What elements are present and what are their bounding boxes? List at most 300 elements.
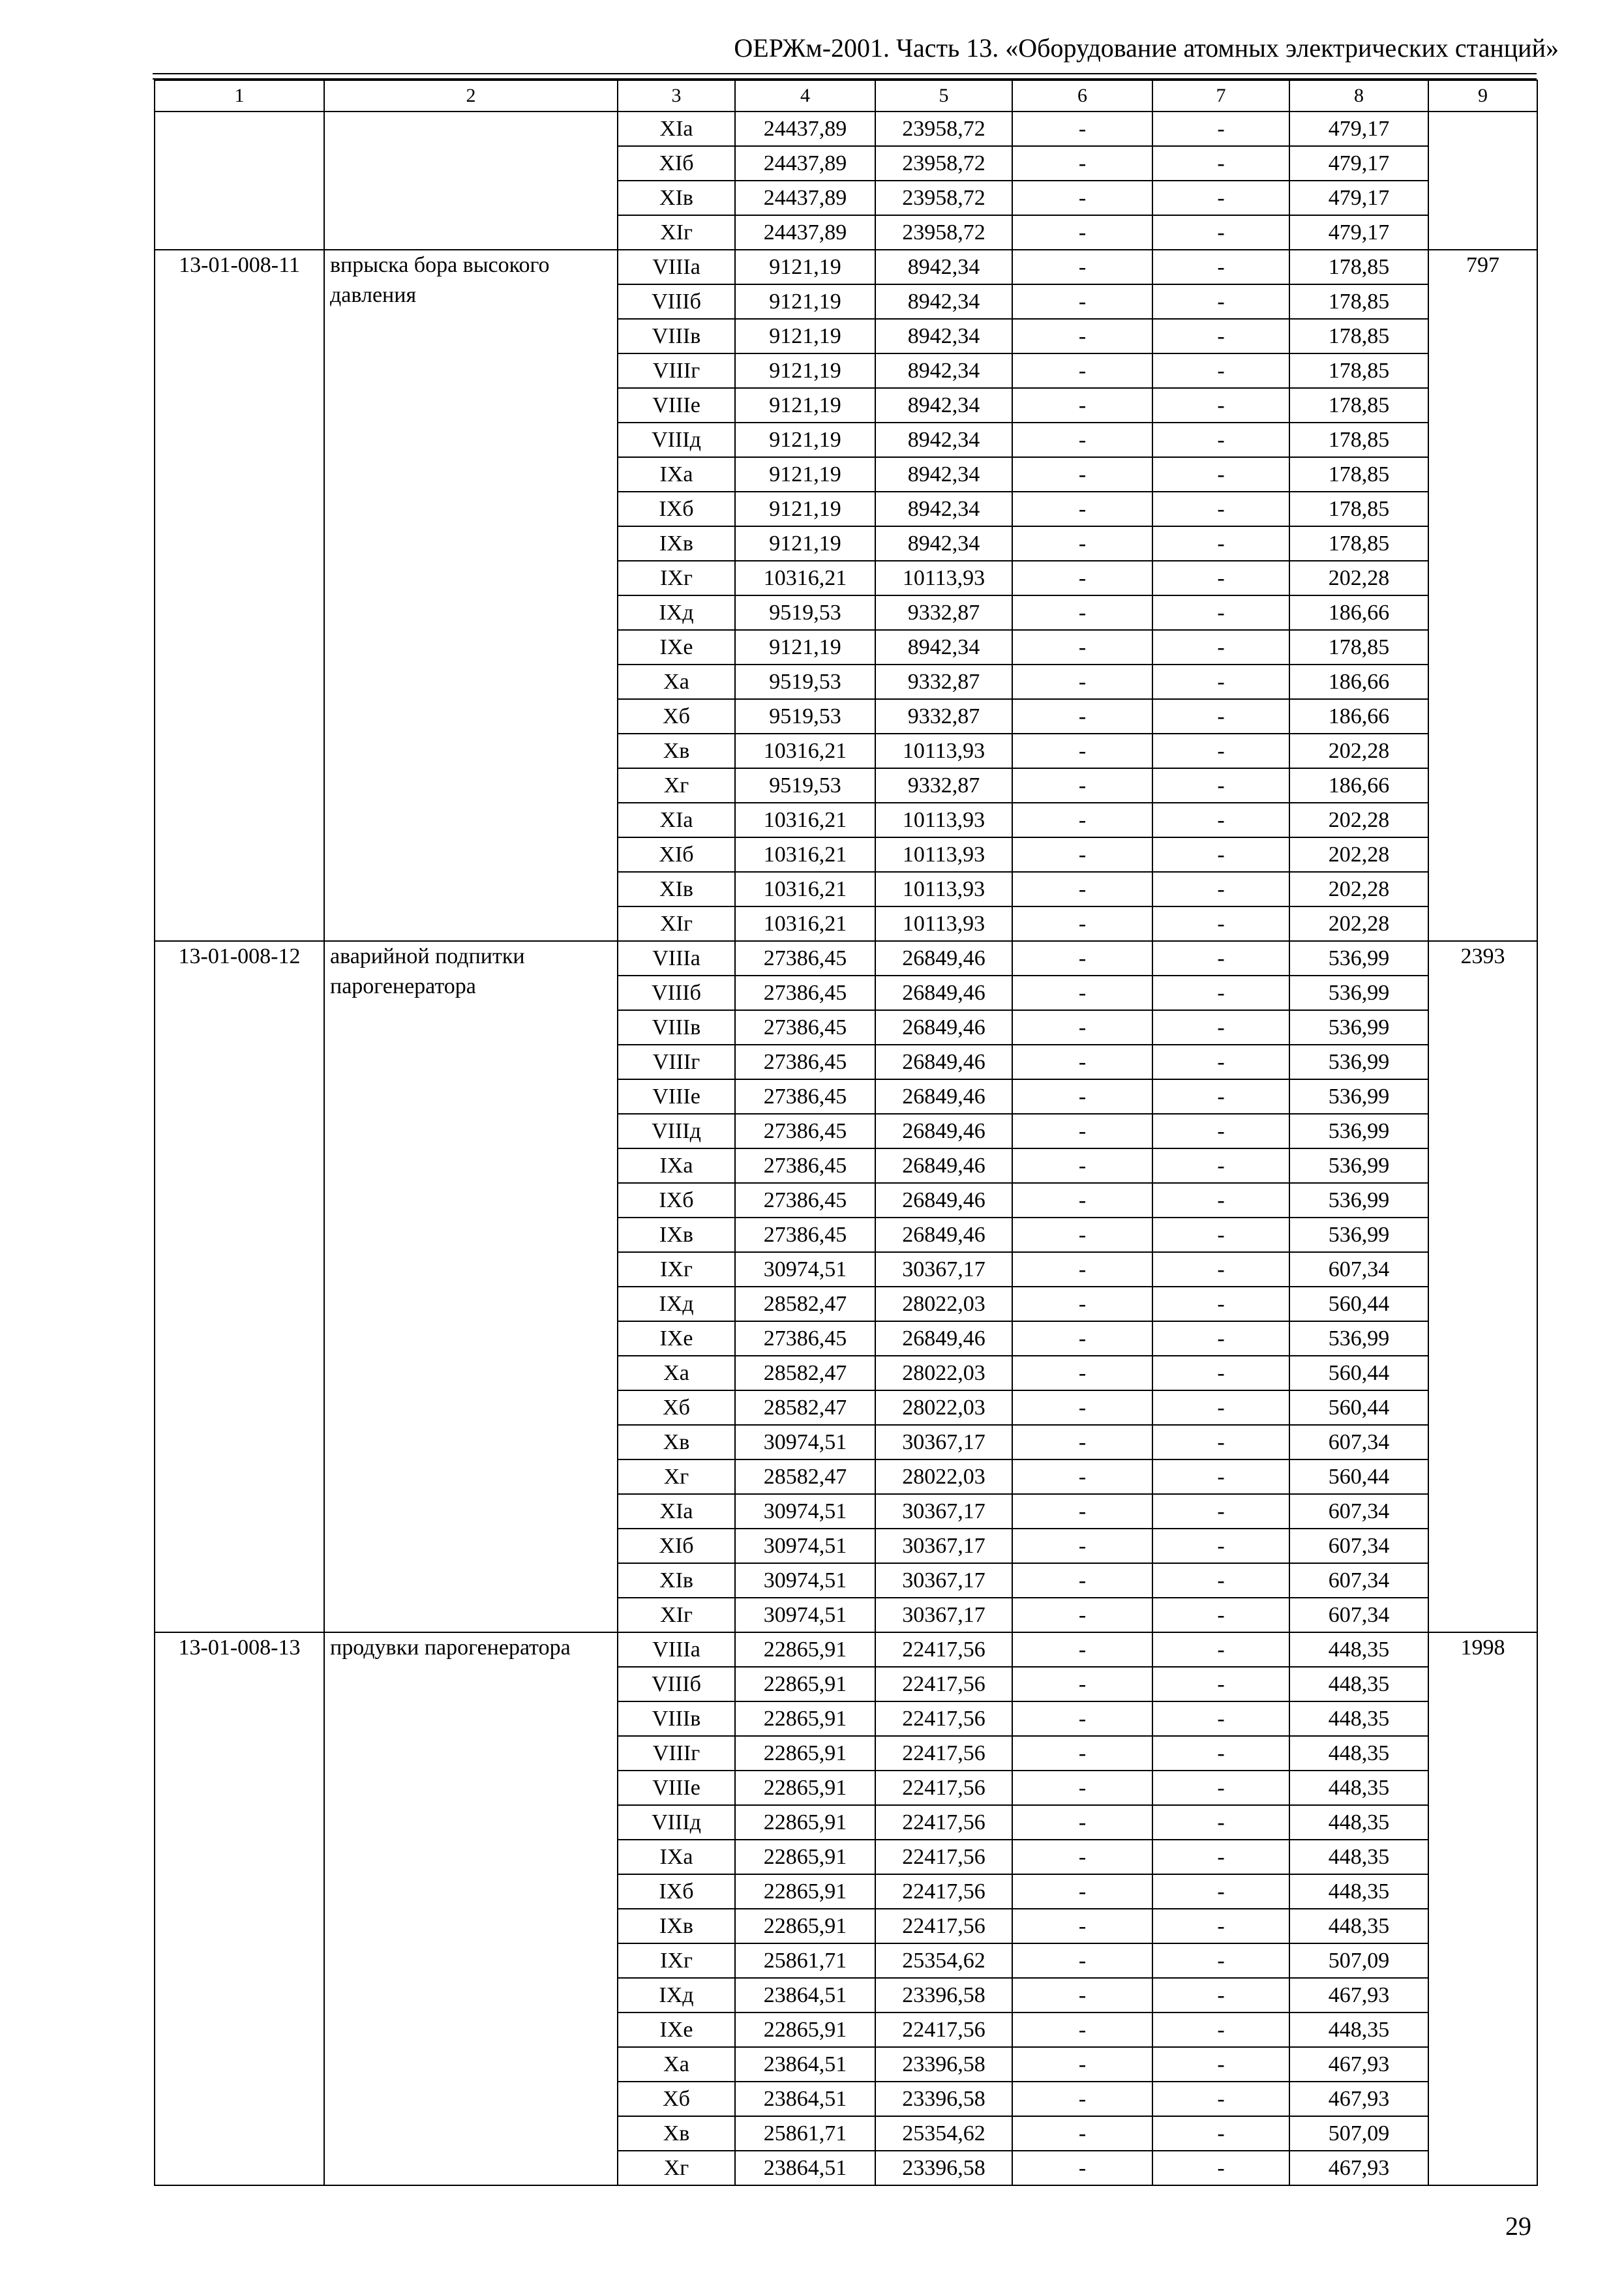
total-cost-cell: 22865,91 [735, 1632, 875, 1667]
col8-cell: 448,35 [1289, 1771, 1428, 1805]
total-cost-cell: 30974,51 [735, 1563, 875, 1598]
total-cost-cell: 9121,19 [735, 423, 875, 457]
total-cost-cell: 9121,19 [735, 457, 875, 492]
col6-cell: - [1012, 2012, 1152, 2047]
col8-cell: 202,28 [1289, 734, 1428, 768]
col7-cell: - [1152, 1079, 1289, 1114]
col6-cell: - [1012, 492, 1152, 526]
base-cost-cell: 30367,17 [875, 1425, 1012, 1459]
base-cost-cell: 10113,93 [875, 872, 1012, 906]
column-header: 5 [875, 80, 1012, 112]
base-cost-cell: 8942,34 [875, 319, 1012, 353]
col7-cell: - [1152, 1494, 1289, 1529]
total-cost-cell: 22865,91 [735, 1701, 875, 1736]
total-cost-cell: 10316,21 [735, 734, 875, 768]
col7-cell: - [1152, 457, 1289, 492]
zone-cell: Xа [618, 2047, 735, 2082]
zone-cell: Xв [618, 734, 735, 768]
col7-cell: - [1152, 112, 1289, 146]
col8-cell: 448,35 [1289, 1632, 1428, 1667]
base-cost-cell: 10113,93 [875, 906, 1012, 941]
col6-cell: - [1012, 1874, 1152, 1909]
equipment-name [324, 112, 618, 250]
zone-cell: VIIIв [618, 1701, 735, 1736]
total-cost-cell: 10316,21 [735, 561, 875, 595]
col6-cell: - [1012, 181, 1152, 215]
total-cost-cell: 27386,45 [735, 1079, 875, 1114]
column-header: 3 [618, 80, 735, 112]
col8-cell: 448,35 [1289, 1667, 1428, 1701]
col7-cell: - [1152, 423, 1289, 457]
rate-code: 13-01-008-11 [155, 250, 324, 941]
zone-cell: IXб [618, 492, 735, 526]
total-cost-cell: 25861,71 [735, 1943, 875, 1978]
col7-cell: - [1152, 941, 1289, 976]
base-cost-cell: 8942,34 [875, 250, 1012, 284]
zone-cell: IXа [618, 1148, 735, 1183]
zone-cell: VIIIд [618, 1114, 735, 1148]
col6-cell: - [1012, 561, 1152, 595]
zone-cell: IXб [618, 1183, 735, 1218]
col6-cell: - [1012, 1079, 1152, 1114]
base-cost-cell: 8942,34 [875, 457, 1012, 492]
total-cost-cell: 9121,19 [735, 630, 875, 665]
base-cost-cell: 22417,56 [875, 1771, 1012, 1805]
total-cost-cell: 24437,89 [735, 215, 875, 250]
zone-cell: VIIIг [618, 353, 735, 388]
base-cost-cell: 8942,34 [875, 353, 1012, 388]
col8-cell: 202,28 [1289, 872, 1428, 906]
base-cost-cell: 23958,72 [875, 181, 1012, 215]
base-cost-cell: 10113,93 [875, 837, 1012, 872]
total-cost-cell: 27386,45 [735, 976, 875, 1010]
col8-cell: 560,44 [1289, 1459, 1428, 1494]
col6-cell: - [1012, 526, 1152, 561]
col6-cell: - [1012, 1978, 1152, 2012]
col7-cell: - [1152, 768, 1289, 803]
col8-cell: 467,93 [1289, 2151, 1428, 2185]
zone-cell: IXб [618, 1874, 735, 1909]
col6-cell: - [1012, 215, 1152, 250]
total-cost-cell: 28582,47 [735, 1356, 875, 1390]
base-cost-cell: 28022,03 [875, 1390, 1012, 1425]
base-cost-cell: 22417,56 [875, 1909, 1012, 1943]
col6-cell: - [1012, 353, 1152, 388]
base-cost-cell: 9332,87 [875, 595, 1012, 630]
col8-cell: 186,66 [1289, 768, 1428, 803]
zone-cell: IXг [618, 1943, 735, 1978]
total-cost-cell: 27386,45 [735, 1183, 875, 1218]
zone-cell: IXд [618, 1978, 735, 2012]
equipment-name: продувки парогенератора [324, 1632, 618, 2185]
base-cost-cell: 10113,93 [875, 734, 1012, 768]
base-cost-cell: 30367,17 [875, 1598, 1012, 1632]
base-cost-cell: 9332,87 [875, 699, 1012, 734]
total-cost-cell: 10316,21 [735, 906, 875, 941]
base-cost-cell: 26849,46 [875, 1114, 1012, 1148]
col8-cell: 507,09 [1289, 2116, 1428, 2151]
zone-cell: Xг [618, 2151, 735, 2185]
col8-cell: 448,35 [1289, 1909, 1428, 1943]
table-row [155, 250, 1537, 284]
col8-cell: 479,17 [1289, 112, 1428, 146]
col7-cell: - [1152, 1010, 1289, 1045]
base-cost-cell: 28022,03 [875, 1356, 1012, 1390]
base-cost-cell: 26849,46 [875, 1321, 1012, 1356]
base-cost-cell: 23396,58 [875, 2047, 1012, 2082]
total-cost-cell: 10316,21 [735, 837, 875, 872]
zone-cell: XIа [618, 1494, 735, 1529]
base-cost-cell: 22417,56 [875, 1840, 1012, 1874]
col7-cell: - [1152, 906, 1289, 941]
col7-cell: - [1152, 2151, 1289, 2185]
col7-cell: - [1152, 665, 1289, 699]
col7-cell: - [1152, 1598, 1289, 1632]
col6-cell: - [1012, 630, 1152, 665]
base-cost-cell: 26849,46 [875, 976, 1012, 1010]
total-cost-cell: 9121,19 [735, 388, 875, 423]
zone-cell: IXе [618, 1321, 735, 1356]
col8-cell: 178,85 [1289, 423, 1428, 457]
zone-cell: XIг [618, 215, 735, 250]
col6-cell: - [1012, 388, 1152, 423]
col7-cell: - [1152, 1632, 1289, 1667]
col8-cell: 536,99 [1289, 976, 1428, 1010]
col6-cell: - [1012, 837, 1152, 872]
col6-cell: - [1012, 1667, 1152, 1701]
col8-cell: 186,66 [1289, 699, 1428, 734]
col8-cell: 448,35 [1289, 1874, 1428, 1909]
col7-cell: - [1152, 388, 1289, 423]
zone-cell: VIIIб [618, 284, 735, 319]
total-cost-cell: 24437,89 [735, 112, 875, 146]
col7-cell: - [1152, 837, 1289, 872]
col6-cell: - [1012, 906, 1152, 941]
col8-cell: 178,85 [1289, 457, 1428, 492]
base-cost-cell: 8942,34 [875, 492, 1012, 526]
base-cost-cell: 25354,62 [875, 1943, 1012, 1978]
col7-cell: - [1152, 976, 1289, 1010]
zone-cell: VIIIд [618, 1805, 735, 1840]
total-cost-cell: 22865,91 [735, 1736, 875, 1771]
col8-cell: 448,35 [1289, 1805, 1428, 1840]
col6-cell: - [1012, 872, 1152, 906]
col7-cell: - [1152, 1114, 1289, 1148]
total-cost-cell: 9121,19 [735, 319, 875, 353]
base-cost-cell: 9332,87 [875, 665, 1012, 699]
zone-cell: Xа [618, 1356, 735, 1390]
col6-cell: - [1012, 699, 1152, 734]
col8-cell: 178,85 [1289, 319, 1428, 353]
col9-value [1428, 112, 1537, 250]
total-cost-cell: 9519,53 [735, 699, 875, 734]
col7-cell: - [1152, 630, 1289, 665]
col7-cell: - [1152, 250, 1289, 284]
col7-cell: - [1152, 1840, 1289, 1874]
zone-cell: IXе [618, 630, 735, 665]
col8-cell: 178,85 [1289, 388, 1428, 423]
col6-cell: - [1012, 1390, 1152, 1425]
col6-cell: - [1012, 976, 1152, 1010]
col7-cell: - [1152, 1701, 1289, 1736]
total-cost-cell: 9519,53 [735, 768, 875, 803]
col8-cell: 536,99 [1289, 1045, 1428, 1079]
col6-cell: - [1012, 1425, 1152, 1459]
col6-cell: - [1012, 2116, 1152, 2151]
base-cost-cell: 30367,17 [875, 1563, 1012, 1598]
total-cost-cell: 9121,19 [735, 250, 875, 284]
column-number-row [155, 80, 1537, 112]
col6-cell: - [1012, 803, 1152, 837]
total-cost-cell: 23864,51 [735, 2047, 875, 2082]
col8-cell: 536,99 [1289, 1218, 1428, 1252]
base-cost-cell: 23396,58 [875, 1978, 1012, 2012]
col6-cell: - [1012, 1494, 1152, 1529]
col7-cell: - [1152, 1978, 1289, 2012]
col8-cell: 178,85 [1289, 630, 1428, 665]
col7-cell: - [1152, 1874, 1289, 1909]
col6-cell: - [1012, 1356, 1152, 1390]
col7-cell: - [1152, 284, 1289, 319]
zone-cell: VIIIв [618, 319, 735, 353]
col8-cell: 607,34 [1289, 1563, 1428, 1598]
page-header-title: ОЕРЖм-2001. Часть 13. «Оборудование атомных электрических станций» [734, 33, 1559, 63]
base-cost-cell: 22417,56 [875, 1667, 1012, 1701]
col6-cell: - [1012, 1840, 1152, 1874]
zone-cell: VIIIб [618, 1667, 735, 1701]
col8-cell: 536,99 [1289, 1321, 1428, 1356]
col6-cell: - [1012, 734, 1152, 768]
col8-cell: 536,99 [1289, 1010, 1428, 1045]
base-cost-cell: 26849,46 [875, 1045, 1012, 1079]
col7-cell: - [1152, 1425, 1289, 1459]
col8-cell: 607,34 [1289, 1598, 1428, 1632]
rate-code: 13-01-008-12 [155, 941, 324, 1632]
base-cost-cell: 10113,93 [875, 561, 1012, 595]
base-cost-cell: 22417,56 [875, 1736, 1012, 1771]
zone-cell: Xб [618, 1390, 735, 1425]
total-cost-cell: 27386,45 [735, 1218, 875, 1252]
col8-cell: 607,34 [1289, 1252, 1428, 1287]
total-cost-cell: 23864,51 [735, 2151, 875, 2185]
zone-cell: IXв [618, 1218, 735, 1252]
base-cost-cell: 22417,56 [875, 1632, 1012, 1667]
col8-cell: 536,99 [1289, 1183, 1428, 1218]
base-cost-cell: 8942,34 [875, 388, 1012, 423]
zone-cell: XIа [618, 803, 735, 837]
column-header: 1 [155, 80, 324, 112]
base-cost-cell: 26849,46 [875, 1183, 1012, 1218]
col7-cell: - [1152, 734, 1289, 768]
zone-cell: Xб [618, 699, 735, 734]
zone-cell: IXв [618, 1909, 735, 1943]
total-cost-cell: 27386,45 [735, 1045, 875, 1079]
column-header: 6 [1012, 80, 1152, 112]
col8-cell: 507,09 [1289, 1943, 1428, 1978]
col8-cell: 178,85 [1289, 492, 1428, 526]
col7-cell: - [1152, 1529, 1289, 1563]
col8-cell: 202,28 [1289, 906, 1428, 941]
col6-cell: - [1012, 1321, 1152, 1356]
col8-cell: 186,66 [1289, 665, 1428, 699]
col6-cell: - [1012, 1459, 1152, 1494]
rate-code: 13-01-008-13 [155, 1632, 324, 2185]
col8-cell: 560,44 [1289, 1390, 1428, 1425]
col7-cell: - [1152, 1459, 1289, 1494]
table-row [155, 112, 1537, 146]
base-cost-cell: 22417,56 [875, 1805, 1012, 1840]
col7-cell: - [1152, 1390, 1289, 1425]
total-cost-cell: 27386,45 [735, 1114, 875, 1148]
col8-cell: 448,35 [1289, 1701, 1428, 1736]
total-cost-cell: 27386,45 [735, 1148, 875, 1183]
base-cost-cell: 23396,58 [875, 2151, 1012, 2185]
col6-cell: - [1012, 1909, 1152, 1943]
base-cost-cell: 8942,34 [875, 526, 1012, 561]
base-cost-cell: 23958,72 [875, 112, 1012, 146]
col6-cell: - [1012, 1943, 1152, 1978]
base-cost-cell: 8942,34 [875, 284, 1012, 319]
col8-cell: 536,99 [1289, 1148, 1428, 1183]
col6-cell: - [1012, 1598, 1152, 1632]
zone-cell: IXа [618, 1840, 735, 1874]
zone-cell: VIIIд [618, 423, 735, 457]
column-header: 8 [1289, 80, 1428, 112]
zone-cell: IXе [618, 2012, 735, 2047]
total-cost-cell: 22865,91 [735, 1909, 875, 1943]
col7-cell: - [1152, 1287, 1289, 1321]
column-header: 4 [735, 80, 875, 112]
col8-cell: 607,34 [1289, 1494, 1428, 1529]
base-cost-cell: 28022,03 [875, 1459, 1012, 1494]
base-cost-cell: 30367,17 [875, 1494, 1012, 1529]
col7-cell: - [1152, 181, 1289, 215]
col7-cell: - [1152, 561, 1289, 595]
col6-cell: - [1012, 2082, 1152, 2116]
col6-cell: - [1012, 423, 1152, 457]
zone-cell: VIIIе [618, 388, 735, 423]
col8-cell: 607,34 [1289, 1529, 1428, 1563]
table-row [155, 1632, 1537, 1667]
column-header: 2 [324, 80, 618, 112]
table-body [155, 112, 1537, 2185]
total-cost-cell: 27386,45 [735, 1321, 875, 1356]
base-cost-cell: 26849,46 [875, 1148, 1012, 1183]
zone-cell: XIг [618, 1598, 735, 1632]
col7-cell: - [1152, 1045, 1289, 1079]
col6-cell: - [1012, 2151, 1152, 2185]
base-cost-cell: 30367,17 [875, 1252, 1012, 1287]
col7-cell: - [1152, 872, 1289, 906]
col8-cell: 479,17 [1289, 146, 1428, 181]
total-cost-cell: 30974,51 [735, 1529, 875, 1563]
total-cost-cell: 22865,91 [735, 1805, 875, 1840]
col7-cell: - [1152, 526, 1289, 561]
base-cost-cell: 23396,58 [875, 2082, 1012, 2116]
zone-cell: XIа [618, 112, 735, 146]
base-cost-cell: 22417,56 [875, 2012, 1012, 2047]
col7-cell: - [1152, 1771, 1289, 1805]
base-cost-cell: 10113,93 [875, 803, 1012, 837]
col6-cell: - [1012, 1771, 1152, 1805]
col7-cell: - [1152, 1148, 1289, 1183]
zone-cell: Xб [618, 2082, 735, 2116]
total-cost-cell: 30974,51 [735, 1494, 875, 1529]
total-cost-cell: 30974,51 [735, 1425, 875, 1459]
col7-cell: - [1152, 1252, 1289, 1287]
rate-code [155, 112, 324, 250]
base-cost-cell: 22417,56 [875, 1874, 1012, 1909]
col9-value: 797 [1428, 250, 1537, 941]
col7-cell: - [1152, 215, 1289, 250]
base-cost-cell: 8942,34 [875, 630, 1012, 665]
col8-cell: 560,44 [1289, 1287, 1428, 1321]
col6-cell: - [1012, 1529, 1152, 1563]
col8-cell: 536,99 [1289, 941, 1428, 976]
zone-cell: VIIIа [618, 250, 735, 284]
col6-cell: - [1012, 1045, 1152, 1079]
column-header: 7 [1152, 80, 1289, 112]
zone-cell: IXд [618, 1287, 735, 1321]
zone-cell: XIб [618, 146, 735, 181]
base-cost-cell: 23958,72 [875, 215, 1012, 250]
col8-cell: 178,85 [1289, 250, 1428, 284]
col7-cell: - [1152, 1805, 1289, 1840]
col6-cell: - [1012, 146, 1152, 181]
col7-cell: - [1152, 2012, 1289, 2047]
total-cost-cell: 22865,91 [735, 2012, 875, 2047]
col7-cell: - [1152, 699, 1289, 734]
total-cost-cell: 28582,47 [735, 1459, 875, 1494]
zone-cell: VIIIе [618, 1771, 735, 1805]
total-cost-cell: 23864,51 [735, 2082, 875, 2116]
col8-cell: 536,99 [1289, 1079, 1428, 1114]
col7-cell: - [1152, 2047, 1289, 2082]
col7-cell: - [1152, 1321, 1289, 1356]
zone-cell: IXг [618, 1252, 735, 1287]
total-cost-cell: 28582,47 [735, 1287, 875, 1321]
col8-cell: 178,85 [1289, 353, 1428, 388]
col7-cell: - [1152, 492, 1289, 526]
col7-cell: - [1152, 1667, 1289, 1701]
zone-cell: VIIIе [618, 1079, 735, 1114]
col8-cell: 186,66 [1289, 595, 1428, 630]
total-cost-cell: 27386,45 [735, 1010, 875, 1045]
zone-cell: IXд [618, 595, 735, 630]
total-cost-cell: 22865,91 [735, 1874, 875, 1909]
total-cost-cell: 22865,91 [735, 1840, 875, 1874]
equipment-name: аварийной подпитки парогенератора [324, 941, 618, 1632]
col7-cell: - [1152, 1563, 1289, 1598]
col6-cell: - [1012, 1148, 1152, 1183]
zone-cell: VIIIа [618, 941, 735, 976]
col8-cell: 560,44 [1289, 1356, 1428, 1390]
col8-cell: 448,35 [1289, 2012, 1428, 2047]
total-cost-cell: 27386,45 [735, 941, 875, 976]
col7-cell: - [1152, 1909, 1289, 1943]
base-cost-cell: 26849,46 [875, 1010, 1012, 1045]
col9-value: 2393 [1428, 941, 1537, 1632]
col8-cell: 536,99 [1289, 1114, 1428, 1148]
total-cost-cell: 23864,51 [735, 1978, 875, 2012]
col8-cell: 467,93 [1289, 2082, 1428, 2116]
total-cost-cell: 22865,91 [735, 1771, 875, 1805]
zone-cell: VIIIб [618, 976, 735, 1010]
col7-cell: - [1152, 146, 1289, 181]
base-cost-cell: 25354,62 [875, 2116, 1012, 2151]
total-cost-cell: 10316,21 [735, 872, 875, 906]
base-cost-cell: 22417,56 [875, 1701, 1012, 1736]
